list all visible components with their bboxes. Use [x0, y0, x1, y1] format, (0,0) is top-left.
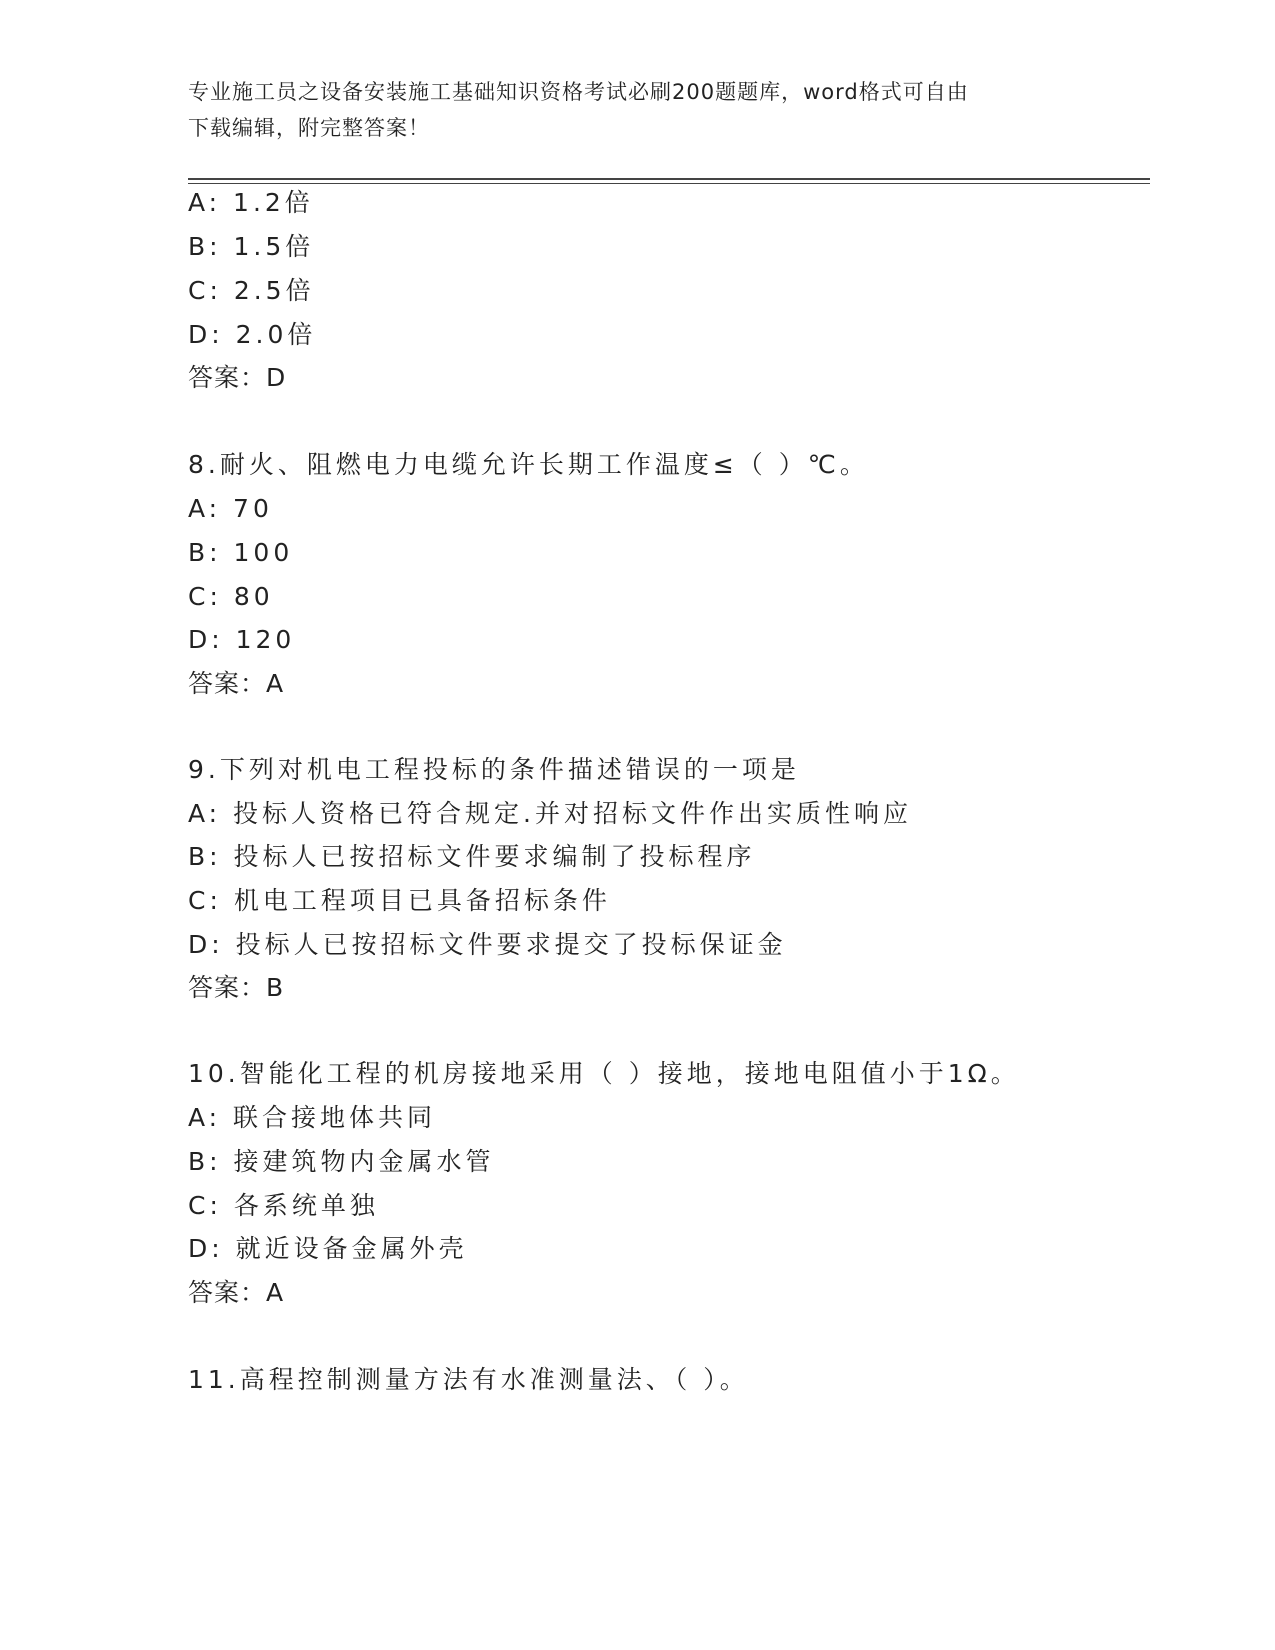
q10-option-a: A: 联合接地体共同 [188, 1103, 437, 1132]
q8-option-c: C: 80 [188, 582, 274, 611]
q8-option-b: B: 100 [188, 538, 294, 567]
q10-option-b: B: 接建筑物内金属水管 [188, 1147, 495, 1176]
q10-answer: 答案：A [188, 1278, 285, 1307]
q9-option-b: B: 投标人已按招标文件要求编制了投标程序 [188, 842, 756, 871]
header-line-1: 专业施工员之设备安装施工基础知识资格考试必刷200题题库，word格式可自由 [188, 80, 969, 104]
q7-answer: 答案：D [188, 363, 287, 392]
q10-question: 10.智能化工程的机房接地采用（ ）接地，接地电阻值小于1Ω。 [188, 1059, 1020, 1088]
header-divider-thick [188, 178, 1150, 180]
header-line-2: 下载编辑，附完整答案！ [188, 116, 430, 140]
q9-answer: 答案：B [188, 973, 285, 1002]
q7-option-c: C: 2.5倍 [188, 276, 315, 305]
q10-option-c: C: 各系统单独 [188, 1191, 379, 1220]
q7-option-a: A: 1.2倍 [188, 188, 314, 217]
q8-option-a: A: 70 [188, 494, 273, 523]
q11-question: 11.高程控制测量方法有水准测量法、（ ）。 [188, 1365, 749, 1394]
q9-option-a: A: 投标人资格已符合规定.并对招标文件作出实质性响应 [188, 799, 912, 828]
q8-option-d: D: 120 [188, 625, 296, 654]
header-divider-thin [188, 183, 1150, 184]
q9-question: 9.下列对机电工程投标的条件描述错误的一项是 [188, 755, 800, 784]
document-header [188, 74, 1068, 146]
q7-option-b: B: 1.5倍 [188, 232, 315, 261]
q9-option-c: C: 机电工程项目已具备招标条件 [188, 886, 611, 915]
q8-question: 8.耐火、阻燃电力电缆允许长期工作温度≤（ ）℃。 [188, 450, 869, 479]
q7-option-d: D: 2.0倍 [188, 320, 317, 349]
q9-option-d: D: 投标人已按招标文件要求提交了投标保证金 [188, 930, 787, 959]
q8-answer: 答案：A [188, 669, 285, 698]
q10-option-d: D: 就近设备金属外壳 [188, 1234, 468, 1263]
